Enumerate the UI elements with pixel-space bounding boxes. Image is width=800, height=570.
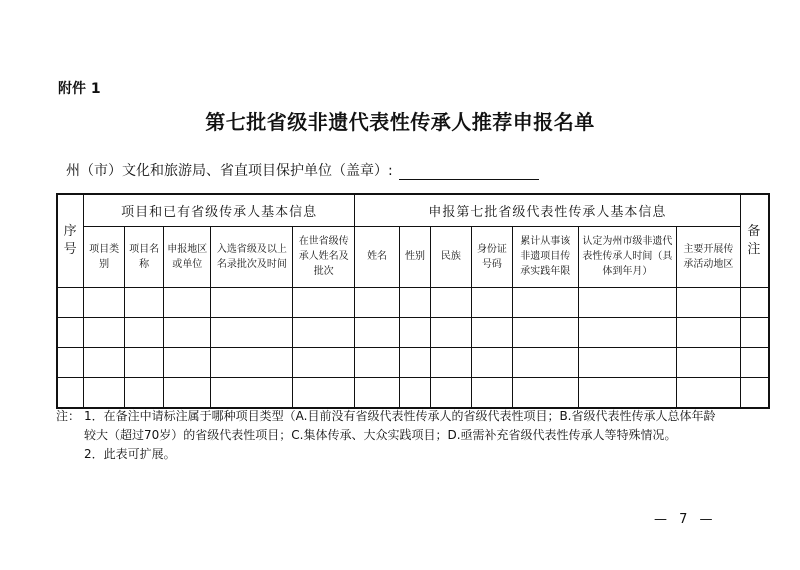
sub-header-label: 项目名称: [129, 243, 160, 270]
sub-header-label: 申报地区或单位: [167, 243, 208, 270]
table-cell: [84, 287, 125, 317]
notes-section: [56, 407, 716, 464]
table-cell: [125, 347, 164, 377]
col-seq-label: 序号: [63, 223, 78, 257]
note-item-2: 2．此表可扩展。: [84, 447, 176, 461]
table-cell: [293, 287, 355, 317]
table-cell: [400, 317, 431, 347]
table-cell: [512, 377, 578, 408]
table-cell: [293, 317, 355, 347]
table-cell: [400, 287, 431, 317]
table-cell: [430, 347, 471, 377]
table-cell: [57, 347, 84, 377]
table-cell: [578, 287, 676, 317]
table-cell: [164, 317, 211, 347]
table-cell: [512, 287, 578, 317]
table-cell: [400, 347, 431, 377]
sub-header-label: 民族: [440, 251, 461, 262]
notes-prefix: 注：: [56, 409, 81, 423]
sub-header-label: 身份证号码: [476, 243, 507, 270]
sub-header-cell: [211, 226, 293, 287]
table-row: [57, 347, 769, 377]
sub-header-label: 性别: [405, 251, 425, 262]
group2-header: 申报第七批省级代表性传承人基本信息: [355, 194, 741, 226]
table-cell: [512, 317, 578, 347]
table-cell: [740, 377, 769, 408]
table-cell: [293, 377, 355, 408]
table-cell: [740, 287, 769, 317]
table-cell: [400, 377, 431, 408]
document-title: 第七批省级非遗代表性传承人推荐申报名单: [205, 110, 595, 134]
table-cell: [164, 377, 211, 408]
note-text-1: 1．在备注中请标注属于哪种项目类型（A.目前没有省级代表性传承人的省级代表性项目；B.省级代表性传承人总体年龄较大（超过70岁）的省级代表性项目；C.集体传承、大众实践项目；D.亟需补充省级代表性传承人等特殊情况。: [84, 409, 716, 442]
table-cell: [211, 377, 293, 408]
unit-label: 州（市）文化和旅游局、省直项目保护单位（盖章）:: [66, 163, 393, 179]
sub-header-cell: [578, 226, 676, 287]
table-cell: [211, 287, 293, 317]
table-cell: [84, 377, 125, 408]
table-cell: [512, 347, 578, 377]
sub-header-cell: [125, 226, 164, 287]
table-cell: [57, 287, 84, 317]
table-cell: [430, 317, 471, 347]
table-cell: [84, 347, 125, 377]
table-cell: [355, 287, 400, 317]
table-header-row-1: [57, 194, 769, 226]
table-cell: [677, 317, 741, 347]
col-seq-header: [57, 194, 84, 287]
sub-header-cell: [471, 226, 512, 287]
table-body: [57, 287, 769, 408]
table-cell: [677, 287, 741, 317]
note-item-1: [56, 407, 716, 445]
table-cell: [293, 347, 355, 377]
sub-header-cell: [430, 226, 471, 287]
group1-header: 项目和已有省级传承人基本信息: [84, 194, 355, 226]
table-cell: [471, 377, 512, 408]
sub-header-label: 主要开展传承活动地区: [683, 243, 734, 270]
sub-header-label: 在世省级传承人姓名及批次: [298, 236, 349, 277]
table-cell: [578, 377, 676, 408]
table-row: [57, 287, 769, 317]
table-cell: [125, 317, 164, 347]
page-number: — 7 —: [654, 512, 717, 527]
table-header-row-2: [57, 226, 769, 287]
table-cell: [125, 287, 164, 317]
table-cell: [211, 347, 293, 377]
nominee-table: [56, 193, 770, 409]
col-note-label: 备注: [747, 223, 762, 257]
table-cell: [578, 347, 676, 377]
sub-header-label: 入选省级及以上名录批次及时间: [216, 243, 287, 270]
table-cell: [471, 287, 512, 317]
sub-header-label: 姓名: [367, 251, 388, 262]
table-cell: [125, 377, 164, 408]
table-cell: [430, 377, 471, 408]
table-cell: [578, 317, 676, 347]
unit-blank-field: [399, 165, 539, 180]
sub-header-label: 累计从事该非遗项目传承实践年限: [520, 236, 571, 277]
table-cell: [164, 347, 211, 377]
sub-header-cell: [164, 226, 211, 287]
table-cell: [211, 317, 293, 347]
table-cell: [355, 347, 400, 377]
sub-header-label: 项目类别: [89, 243, 120, 270]
table-cell: [740, 347, 769, 377]
table-row: [57, 317, 769, 347]
table-cell: [677, 377, 741, 408]
table-cell: [677, 347, 741, 377]
table-cell: [740, 317, 769, 347]
table-cell: [471, 317, 512, 347]
unit-line: [66, 160, 539, 180]
col-note-header: [740, 194, 769, 287]
sub-header-cell: [84, 226, 125, 287]
table-cell: [164, 287, 211, 317]
sub-header-cell: [355, 226, 400, 287]
table-cell: [430, 287, 471, 317]
table-cell: [355, 317, 400, 347]
sub-header-cell: [677, 226, 741, 287]
sub-header-cell: [293, 226, 355, 287]
sub-header-cell: [400, 226, 431, 287]
sub-header-cell: [512, 226, 578, 287]
table-cell: [84, 317, 125, 347]
sub-header-label: 认定为州市级非遗代表性传承人时间（具体到年月）: [582, 236, 673, 277]
table-cell: [471, 347, 512, 377]
attachment-label: 附件 1: [58, 81, 101, 97]
table-cell: [355, 377, 400, 408]
table-cell: [57, 377, 84, 408]
table-cell: [57, 317, 84, 347]
table-row: [57, 377, 769, 408]
